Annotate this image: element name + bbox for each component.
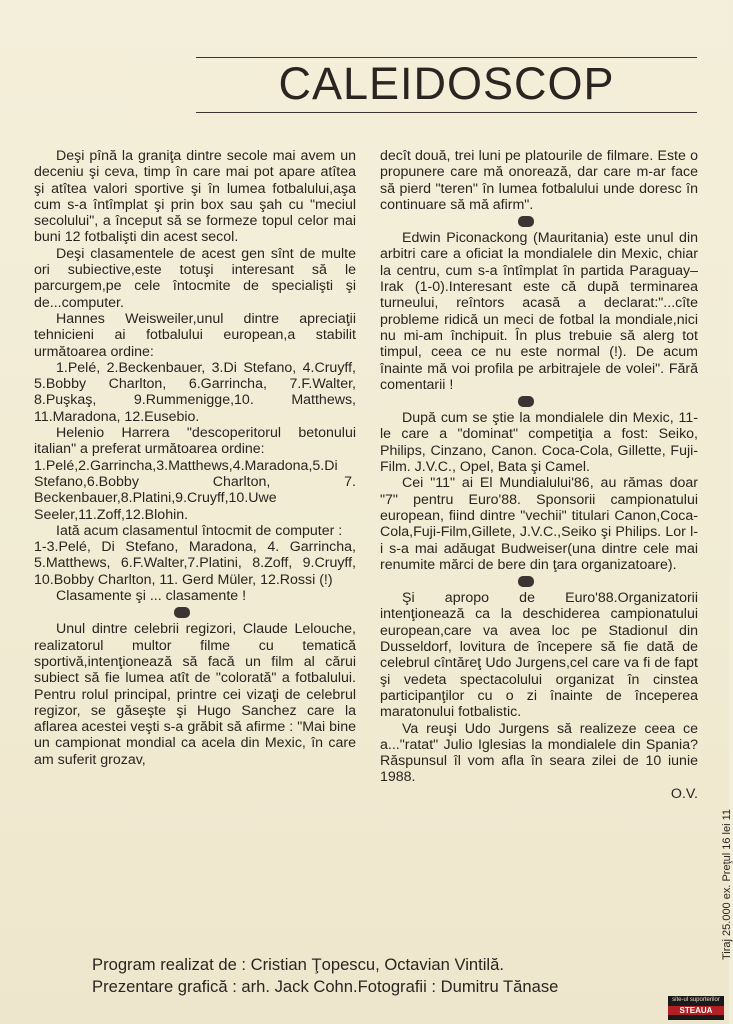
credits-graphics: Prezentare grafică : arh. Jack Cohn.Fotografii : Dumitru Tănase: [92, 977, 559, 996]
title-underline: [196, 112, 697, 113]
separator-mark: [518, 576, 534, 587]
steaua-logo: [668, 996, 724, 1020]
paragraph: Va reuşi Udo Jurgens să realizeze ceea ce a..."ratat" Julio Iglesias la mondialele din Spania? Răspunsul îl vom afla în seara zilei de 10 iunie 1988.: [380, 720, 698, 786]
separator-mark: [518, 216, 534, 227]
logo-caption: site-ul suporterilor: [672, 997, 720, 1003]
separator-mark: [518, 396, 534, 407]
separator-mark: [174, 607, 190, 618]
credits: [92, 954, 558, 998]
paragraph: Şi apropo de Euro'88.Organizatorii intenţionează ca la deschiderea campionatului european,care va avea loc pe Stadionul din Dusseldorf, lovitura de începere să fie dată de celebrul cîntăreţ Udo Jurgens,cel care va fi de fapt şi vedeta spectacolului organizat în cinstea participanţilor cu o zi înainte de începerea maratonului fotbalistic.: [380, 590, 698, 721]
side-note-text: Tiraj 25.000 ex. Preţul 16 lei 11: [721, 808, 733, 960]
paragraph: Deşi clasamentele de acest gen sînt de multe ori subiective,este totuşi interesant să le parcurgem,pe cele întocmite de specialişti şi de...computer.: [34, 245, 356, 311]
page-title: CALEIDOSCOP: [278, 58, 615, 109]
side-note: [707, 800, 733, 960]
paragraph: decît două, trei luni pe platourile de filmare. Este o propunere care mă onorează, dar care m-ar face să pierd "teren" în lumea fotbalului unde doresc în continuare să mă afirm".: [380, 148, 698, 213]
paragraph: Cei "11" ai El Mundialului'86, au rămas doar "7" pentru Euro'88. Sponsorii campionatului european, fiind dintre "vechii" titulari Canon,Coca-Cola,Fuji-Film,Gillete, J.V.C.,Seiko şi Philips. Lor l-i s-a mai adăugat Budweiser(una dintre cele mai renumite mărci de bere din ţara organizatoare).: [380, 475, 698, 573]
paragraph: 1.Pelé,2.Garrincha,3.Matthews,4.Maradona,5.Di Stefano,6.Bobby Charlton, 7. Beckenbauer,8.Platini,9.Cruyff,10.Uwe Seeler,11.Zoff,12.Blohin.: [34, 457, 356, 523]
paragraph: O.V.: [670, 785, 698, 802]
paragraph: Unul dintre celebrii regizori, Claude Lelouche, realizatorul multor filme cu tematică sportivă,intenţionează să facă un film al cărui subiect să fie lumea atît de "colorată" a fotbalului. Pentru rolul principal, printre cei vizaţi de celebrul regizor, se găseşte şi Hugo Sanchez care la aflarea acestei veşti s-a grăbit să afirme : "Mai bine un campionat mondial ca acela din Mexic, în care am suferit grozav,: [34, 621, 356, 768]
paragraph: Hannes Weisweiler,unul dintre apreciaţii tehnicieni ai fotbalului european,a stabilit următoarea ordine:: [34, 310, 356, 360]
paragraph: 1-3.Pelé, Di Stefano, Maradona, 4. Garrincha, 5.Matthews, 6.F.Walter,7.Platini, 8.Zoff, 9.Cruyff, 10.Bobby Charlton, 11. Gerd Müler, 12.Rossi (!): [34, 539, 356, 588]
paragraph: Iată acum clasamentul întocmit de computer :: [56, 522, 343, 539]
paragraph: Deşi pînă la graniţa dintre secole mai avem un deceniu şi ceva, timp în care mai pot apare atîtea şi atîtea valori sportive şi în lumea fotbalului,aşa cum s-a întîmplat şi prin box sau şah cu "meciul secolului", a început să se formeze topul celor mai buni 12 fotbalişti din acest secol.: [34, 148, 356, 246]
paragraph: După cum se ştie la mondialele din Mexic, 11-le care a "dominat" competiţia a fost: Seiko, Philips, Cinzano, Canon. Coca-Cola, Gillette, Fuji-Film. J.V.C., Opel, Bata şi Camel.: [380, 410, 698, 476]
paragraph: Clasamente şi ... clasamente !: [56, 588, 247, 605]
left-column: [34, 148, 356, 768]
paragraph: Edwin Piconackong (Mauritania) este unul din arbitri care a oficiat la mondialele din Mexic, chiar la centru, cum s-a întîmplat în partida Paraguay–Irak (1-0).Interesant este că după terminarea turneului, reîntors acasă a declarat:"...cîte probleme ridică un meci de fotbal la mondiale,nici nu mi-am închipuit. În plus trebuie să alerg tot timpul, ceea ce nu este normal (!). De acum înainte mă voi profila pe arbitrajele de volei". Fără comentarii !: [380, 230, 698, 393]
right-column: [380, 148, 698, 802]
logo-name: STEAUA: [668, 1006, 724, 1015]
credits-program: Program realizat de : Cristian Ţopescu, Octavian Vintilă.: [92, 955, 504, 974]
paragraph: 1.Pelé, 2.Beckenbauer, 3.Di Stefano, 4.Cruyff, 5.Bobby Charlton, 6.Garrincha, 7.F.Walter, 8.Puşkaş, 9.Rummenigge,10. Matthews, 11.Maradona, 12.Eusebio.: [34, 359, 356, 425]
paragraph: Helenio Harrera "descoperitorul betonului italian" a preferat următoarea ordine:: [34, 425, 356, 458]
